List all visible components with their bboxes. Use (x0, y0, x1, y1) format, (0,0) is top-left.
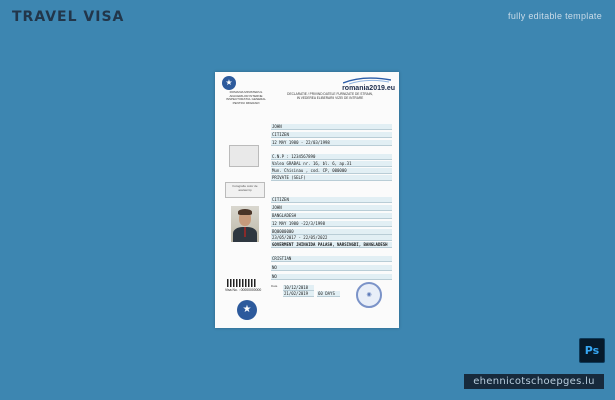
photoshop-icon: Ps (579, 338, 605, 363)
watermark: ehennicotschoepges.lu (464, 374, 604, 389)
field2-occupation: CRISTIAN (271, 256, 392, 262)
field-dob: 12 MAY 1980 - 22/03/1998 (271, 140, 392, 146)
date-to: 21/02/2019 (283, 291, 314, 297)
field-given-name: CITIZEN (271, 132, 392, 138)
field-purpose: PRIVATE (SELF) (271, 175, 392, 181)
visa-number: Visa No. : 00000000000 (225, 288, 262, 292)
field-address: Valea GRABAL nr. 16, bl. 6, ap.31 (271, 161, 392, 167)
field2-surname: CITIZEN (271, 197, 392, 203)
official-stamp-icon: ◉ (356, 282, 382, 308)
barcode (227, 279, 257, 287)
visa-document (215, 72, 399, 328)
declaration-title: DECLARATIE / PRIVIND DATELE FURNIZATE DE STRAIN, IN VEDEREA ELIBERARII VIZEI DE INTRARE (287, 92, 373, 100)
field2-dob: 12 MAY 1980 -22/3/1998 (271, 221, 392, 227)
coat-of-arms-icon: ★ (222, 76, 236, 90)
page-title: TRAVEL VISA (12, 9, 125, 25)
applicant-photo (231, 206, 259, 242)
field-surname: JOHN (271, 124, 392, 130)
field-cnp: C.N.P : 1234567890 (271, 154, 392, 160)
field2-other: NO (271, 274, 392, 280)
photo-caption: Fotografie color de acelasi tip (232, 184, 258, 192)
field2-valid: 23/05/2017 - 22/05/2022 (271, 235, 392, 241)
field2-passport: BQ0000000 (271, 229, 392, 235)
field2-issued-by: GOVERMENT JHINAIDA PALASH, NARSINGDI, BANGLADESH (271, 242, 392, 248)
issuing-authority: ROMANIA MINISTERUL AFACERILOR INTERNE INSPECTORATUL GENERAL PENTRU IMIGRARI (226, 90, 266, 105)
logo-swoosh-icon (343, 77, 391, 85)
ministry-seal-icon: ★ (237, 300, 257, 320)
photo-caption-box (225, 182, 265, 198)
page-subtitle: fully editable template (508, 11, 602, 21)
date-label: Data (271, 284, 278, 288)
checkbox-panel (229, 145, 259, 167)
field2-remarks: NO (271, 265, 392, 271)
date-from: 10/12/2018 (283, 285, 314, 291)
duration: 60 DAYS (317, 291, 340, 297)
field2-given-name: JOHN (271, 205, 392, 211)
field-city: Mun. Chisinau , cod. CP, 000000 (271, 168, 392, 174)
logo-text: romania2019.eu (342, 85, 395, 92)
field2-nationality: BANGLADESH (271, 213, 392, 219)
